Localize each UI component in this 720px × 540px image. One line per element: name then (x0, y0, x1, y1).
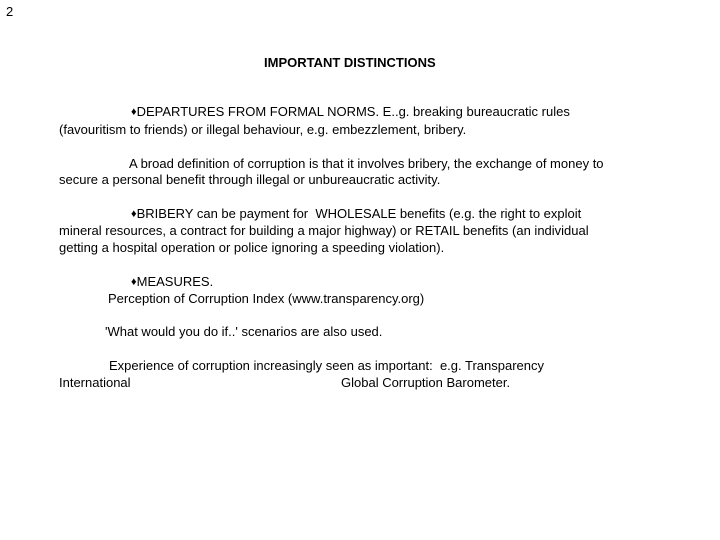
diamond-bullet-icon: ♦ (131, 106, 137, 118)
measures-experience-line-2b: Global Corruption Barometer. (341, 375, 511, 390)
bribery-line-1 (131, 206, 581, 223)
measures-cpi: Perception of Corruption Index (www.transparency.org) (108, 291, 425, 306)
diamond-bullet-icon: ♦ (131, 276, 137, 288)
measures-experience-line-2a: International (59, 375, 131, 390)
measures-heading-text: MEASURES. (136, 274, 214, 289)
slide-title: IMPORTANT DISTINCTIONS (264, 55, 436, 70)
departures-line-2: (favouritism to friends) or illegal behaviour, e.g. embezzlement, bribery. (59, 122, 467, 137)
bribery-line-3: getting a hospital operation or police ignoring a speeding violation). (59, 240, 445, 255)
definition-line-2: secure a personal benefit through illegal or unbureaucratic activity. (59, 172, 441, 187)
measures-experience-line-1: Experience of corruption increasingly seen as important: e.g. Transparency (109, 358, 545, 373)
departures-text-1: DEPARTURES FROM FORMAL NORMS. E..g. breaking bureaucratic rules (136, 104, 570, 119)
measures-heading (131, 274, 213, 291)
departures-line-1 (131, 104, 570, 121)
bribery-line-2: mineral resources, a contract for building a major highway) or RETAIL benefits (an individual (59, 223, 589, 238)
page-number: 2 (6, 4, 14, 19)
diamond-bullet-icon: ♦ (131, 208, 137, 220)
measures-scenarios: 'What would you do if..' scenarios are also used. (105, 324, 383, 339)
definition-line-1: A broad definition of corruption is that it involves bribery, the exchange of money to (129, 156, 604, 171)
bribery-text-1: BRIBERY can be payment for WHOLESALE benefits (e.g. the right to exploit (136, 206, 582, 221)
